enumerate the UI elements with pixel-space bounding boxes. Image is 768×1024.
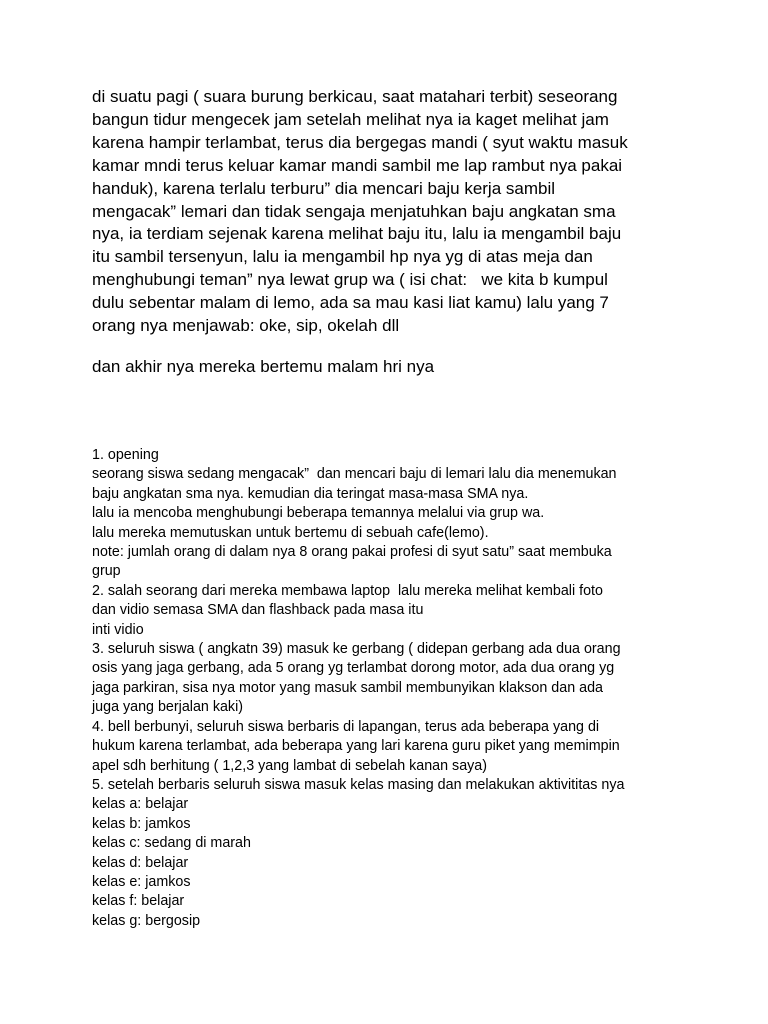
intro-line: bangun tidur mengecek jam setelah melihat nya ia kaget melihat jam — [92, 109, 609, 129]
note-line: jaga parkiran, sisa nya motor yang masuk sambil membunyikan klakson dan ada — [92, 679, 603, 696]
note-line: dan vidio semasa SMA dan flashback pada masa itu — [92, 602, 424, 619]
note-line: kelas f: belajar — [92, 893, 185, 910]
intro-line: di suatu pagi ( suara burung berkicau, saat matahari terbit) seseorang — [92, 87, 618, 106]
intro-line: orang nya menjawab: oke, sip, okelah dll — [92, 316, 400, 336]
note-line: juga yang berjalan kaki) — [92, 699, 244, 716]
note-line: note: jumlah orang di dalam nya 8 orang pakai profesi di syut satu” saat membuka — [92, 544, 612, 561]
note-line: kelas b: jamkos — [92, 815, 191, 832]
note-line: kelas a: belajar — [92, 796, 189, 813]
note-line: 1. opening — [92, 447, 159, 463]
note-line: baju angkatan sma nya. kemudian dia teringat masa-masa SMA nya. — [92, 485, 529, 502]
note-line: 3. seluruh siswa ( angkatn 39) masuk ke gerbang ( didepan gerbang ada dua orang — [92, 641, 621, 658]
note-line: apel sdh berhitung ( 1,2,3 yang lambat di sebelah kanan saya) — [92, 757, 488, 774]
note-line: 5. setelah berbaris seluruh siswa masuk kelas masing dan melakukan aktivititas nya — [92, 776, 625, 793]
note-line: osis yang jaga gerbang, ada 5 orang yg terlambat dorong motor, ada dua orang yg — [92, 660, 615, 677]
note-line: hukum karena terlambat, ada beberapa yang lari karena guru piket yang memimpin — [92, 738, 620, 755]
intro-line: kamar mndi terus keluar kamar mandi sambil me lap rambut nya pakai — [92, 155, 623, 175]
intro-line: handuk), karena terlalu terburu” dia mencari baju kerja sambil — [92, 178, 556, 198]
scene-notes — [92, 446, 702, 931]
note-line: kelas e: jamkos — [92, 873, 191, 890]
note-line: kelas d: belajar — [92, 854, 189, 871]
intro-line: karena hampir terlambat, terus dia bergegas mandi ( syut waktu masuk — [92, 132, 628, 152]
intro-line: dulu sebentar malam di lemo, ada sa mau kasi liat kamu) lalu yang 7 — [92, 293, 609, 313]
note-line: inti vidio — [92, 621, 144, 638]
note-line: 4. bell berbunyi, seluruh siswa berbaris di lapangan, terus ada beberapa yang di — [92, 718, 600, 735]
note-line: lalu mereka memutuskan untuk bertemu di sebuah cafe(lemo). — [92, 524, 489, 541]
note-line: grup — [92, 563, 121, 580]
note-line: kelas g: bergosip — [92, 912, 201, 929]
intro-paragraph — [92, 86, 692, 338]
intro-line: mengacak” lemari dan tidak sengaja menjatuhkan baju angkatan sma — [92, 201, 616, 221]
note-line: 2. salah seorang dari mereka membawa laptop lalu mereka melihat kembali foto — [92, 582, 603, 599]
intro-line: nya, ia terdiam sejenak karena melihat baju itu, lalu ia mengambil baju — [92, 224, 622, 244]
note-line: seorang siswa sedang mengacak” dan mencari baju di lemari lalu dia menemukan — [92, 466, 617, 483]
note-line: lalu ia mencoba menghubungi beberapa temannya melalui via grup wa. — [92, 505, 545, 522]
intro-line: itu sambil tersenyun, lalu ia mengambil hp nya yg di atas meja dan — [92, 247, 593, 267]
intro-closing-line: dan akhir nya mereka bertemu malam hri nya — [92, 357, 435, 376]
intro-line: menghubungi teman” nya lewat grup wa ( isi chat: we kita b kumpul — [92, 270, 608, 290]
note-line: kelas c: sedang di marah — [92, 835, 251, 852]
